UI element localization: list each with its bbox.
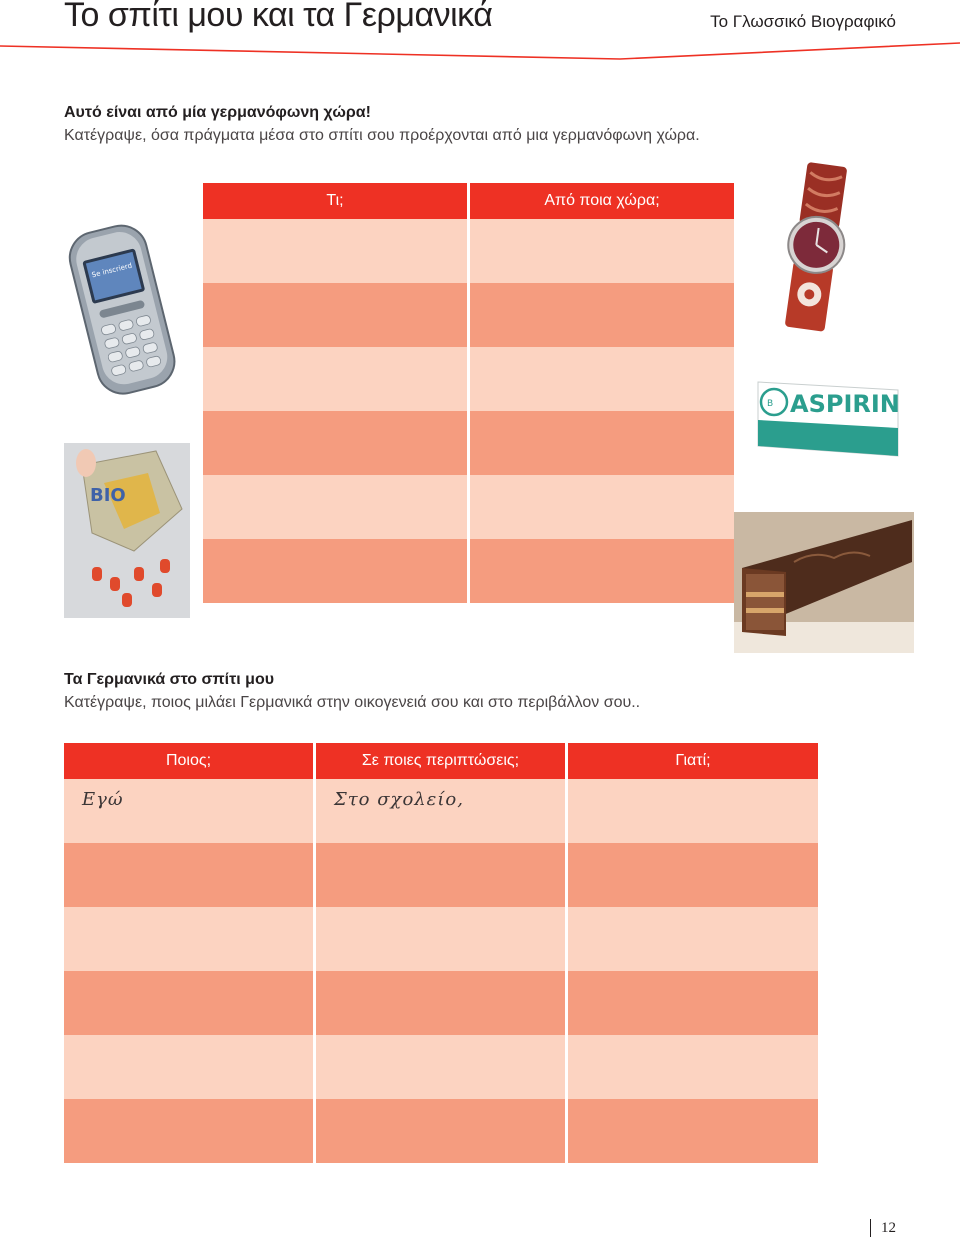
svg-text:B: B xyxy=(767,399,774,409)
table-cell[interactable] xyxy=(64,1035,313,1099)
wristwatch-image xyxy=(770,160,865,335)
table-row xyxy=(64,843,818,907)
table-cell[interactable] xyxy=(313,779,565,843)
chocolate-cake-image xyxy=(734,512,914,653)
handwritten-why xyxy=(568,779,818,789)
table-cell[interactable] xyxy=(203,219,467,283)
table-cell[interactable] xyxy=(565,907,818,971)
table-cell[interactable] xyxy=(203,411,467,475)
table-cell[interactable] xyxy=(467,475,734,539)
things-table xyxy=(203,183,734,603)
table-cell[interactable] xyxy=(203,475,467,539)
column-header-who: Ποιος; xyxy=(64,743,313,779)
table-cell[interactable] xyxy=(313,1035,565,1099)
table-cell[interactable] xyxy=(64,1099,313,1163)
table-row xyxy=(64,1099,818,1163)
handwritten-who: Εγώ xyxy=(82,789,124,810)
table-cell[interactable] xyxy=(313,843,565,907)
section2-heading: Τα Γερμανικά στο σπίτι μου xyxy=(64,671,275,688)
table-cell[interactable] xyxy=(467,539,734,603)
table-cell[interactable] xyxy=(313,971,565,1035)
table-cell[interactable] xyxy=(467,283,734,347)
section-subtitle: Το Γλωσσικό Βιογραφικό xyxy=(710,12,896,31)
table-row xyxy=(203,539,734,603)
table-cell[interactable] xyxy=(64,907,313,971)
table-cell[interactable] xyxy=(64,843,313,907)
table-cell[interactable] xyxy=(565,971,818,1035)
table-cell[interactable] xyxy=(467,347,734,411)
table-cell[interactable] xyxy=(467,219,734,283)
handwritten-when: Στο σχολείο, xyxy=(334,789,464,810)
table-cell[interactable] xyxy=(64,779,313,843)
table-row xyxy=(64,971,818,1035)
section2-instruction: Κατέγραψε, ποιος μιλάει Γερμανικά στην οικογενειά σου και στο περιβάλλον σου.. xyxy=(64,694,641,711)
section1-heading: Αυτό είναι από μία γερμανόφωνη χώρα! xyxy=(64,104,371,121)
table-cell[interactable] xyxy=(565,779,818,843)
aspirin-label: ASPIRIN xyxy=(790,390,900,418)
gummy-bears-image xyxy=(64,443,190,618)
table-cell[interactable] xyxy=(467,411,734,475)
speakers-table xyxy=(64,743,818,1163)
table-row xyxy=(64,907,818,971)
column-header-what: Τι; xyxy=(203,183,467,219)
table-cell[interactable] xyxy=(203,347,467,411)
page-title: Το σπίτι μου και τα Γερμανικά xyxy=(64,0,493,34)
column-header-country: Από ποια χώρα; xyxy=(467,183,734,219)
table-row xyxy=(64,779,818,843)
table-row xyxy=(64,1035,818,1099)
header-rule xyxy=(0,40,960,64)
table-cell[interactable] xyxy=(565,1035,818,1099)
table-cell[interactable] xyxy=(565,843,818,907)
table-row xyxy=(203,347,734,411)
column-header-when: Σε ποιες περιπτώσεις; xyxy=(313,743,565,779)
table-row xyxy=(203,411,734,475)
table-row xyxy=(203,283,734,347)
aspirin-box-image xyxy=(752,372,904,464)
table-row xyxy=(203,219,734,283)
phone-screen-text: Se inscrierd xyxy=(90,261,133,280)
table-cell[interactable] xyxy=(313,1099,565,1163)
table-cell[interactable] xyxy=(203,539,467,603)
table-cell[interactable] xyxy=(64,971,313,1035)
mobile-phone-image xyxy=(50,205,195,405)
page-number: 12 xyxy=(870,1219,896,1237)
gummy-bag-label: BIO xyxy=(90,485,126,506)
column-header-why: Γιατί; xyxy=(565,743,818,779)
section1-instruction: Κατέγραψε, όσα πράγματα μέσα στο σπίτι σου προέρχονται από μια γερμανόφωνη χώρα. xyxy=(64,127,700,144)
table-row xyxy=(203,475,734,539)
table-cell[interactable] xyxy=(565,1099,818,1163)
table-cell[interactable] xyxy=(203,283,467,347)
table-cell[interactable] xyxy=(313,907,565,971)
